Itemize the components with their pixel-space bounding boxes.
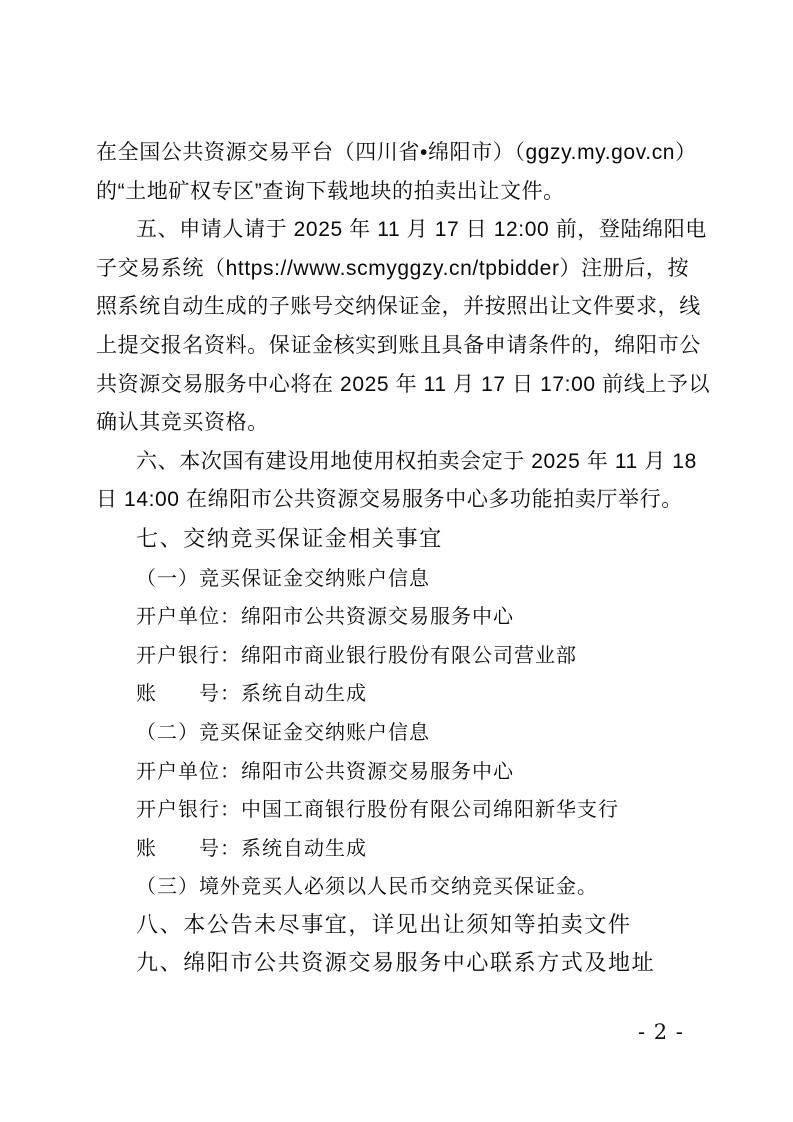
account-holder-line: 开户单位：绵阳市公共资源交易服务中心 xyxy=(136,604,514,629)
page-number: - 2 - xyxy=(638,1020,684,1044)
account-number-line: 账 号：系统自动生成 xyxy=(136,835,367,860)
bank-name-line: 开户银行：中国工商银行股份有限公司绵阳新华支行 xyxy=(136,797,619,822)
body-line: 确认其竞买资格。 xyxy=(96,411,269,435)
document-body xyxy=(96,134,711,983)
subsection-note-three: （三）境外竞买人必须以人民币交纳竞买保证金。 xyxy=(136,874,598,899)
section-heading-five: 五、申请人请于 2025 年 11 月 17 日 12:00 前，登陆绵阳电 xyxy=(136,218,707,242)
account-holder-line: 开户单位：绵阳市公共资源交易服务中心 xyxy=(136,758,514,783)
subsection-heading-two: （二）竞买保证金交纳账户信息 xyxy=(136,719,430,744)
body-line: 的“土地矿权专区”查询下载地块的拍卖出让文件。 xyxy=(96,179,565,203)
section-heading-seven: 七、交纳竞买保证金相关事宜 xyxy=(136,525,443,551)
section-heading-nine: 九、绵阳市公共资源交易服务中心联系方式及地址 xyxy=(136,950,656,976)
body-line: 照系统自动生成的子账号交纳保证金，并按照出让文件要求，线 xyxy=(96,295,701,319)
account-number-line: 账 号：系统自动生成 xyxy=(136,681,367,706)
body-line: 在全国公共资源交易平台（四川省•绵阳市）（ggzy.my.gov.cn） xyxy=(96,141,697,164)
section-heading-six: 六、本次国有建设用地使用权拍卖会定于 2025 年 11 月 18 xyxy=(136,449,697,473)
body-line: 共资源交易服务中心将在 2025 年 11 月 17 日 17:00 前线上予以 xyxy=(96,372,711,396)
subsection-heading-one: （一）竞买保证金交纳账户信息 xyxy=(136,565,430,590)
bank-name-line: 开户银行：绵阳市商业银行股份有限公司营业部 xyxy=(136,642,577,667)
body-line: 上提交报名资料。保证金核实到账且具备申请条件的，绵阳市公 xyxy=(96,333,701,357)
body-line: 子交易系统（https://www.scmyggzy.cn/tpbidder）注册后，按 xyxy=(96,256,690,280)
section-heading-eight: 八、本公告未尽事宜，详见出让须知等拍卖文件 xyxy=(136,911,632,937)
body-line: 日 14:00 在绵阳市公共资源交易服务中心多功能拍卖厅举行。 xyxy=(96,488,683,512)
